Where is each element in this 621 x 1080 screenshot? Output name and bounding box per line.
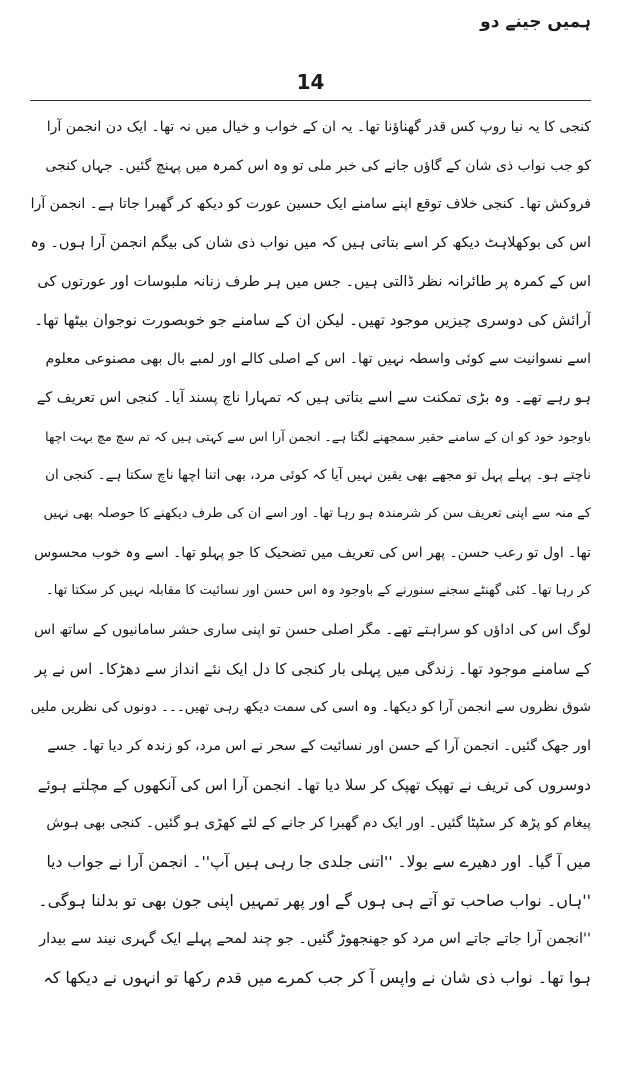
text-line: تھا۔ اول تو رعب حسن۔ پھر اس کی تعریف میں تضحیک کا جو پہلو تھا۔ اسے وہ خوب محسوس [34, 544, 591, 561]
text-line: کو جب نواب ذی شان کے گاؤں جانے کی خبر ملی تو وہ اس کمرہ میں پہنچ گئیں۔ جہاں کنجی [45, 157, 591, 174]
text-line: کے سامنے موجود تھا۔ زندگی میں پہلی بار کنجی کا دل ایک نئے انداز سے دھڑکا۔ اس نے پر [34, 659, 591, 678]
text-line: کے منہ سے اپنی تعریف سن کر شرمندہ ہو رہا تھا۔ اور اسے ان کی طرف دیکھنے کا حوصلہ بھی نہیں [43, 505, 591, 521]
text-line: ہو رہے تھے۔ وہ بڑی تمکنت سے اسے بتاتی ہیں کہ تمہارا ناچ پسند آیا۔ کنجی اس تعریف کے [36, 389, 591, 406]
header-divider [30, 100, 591, 101]
text-line: ''انجمن آرا جاتے جاتے اس مرد کو جھنجھوڑ گئیں۔ جو چند لمحے پہلے ایک گہری نیند سے بیدار [39, 931, 591, 948]
text-line: میں آ گیا۔ اور دھیرے سے بولا۔ ''اتنی جلدی جا رہی ہیں آپ''۔ انجمن آرا نے جواب دیا [46, 853, 591, 872]
text-line: اس کی بوکھلاہٹ دیکھ کر اسے بتاتی ہیں کہ میں نواب ذی شان کی بیگم انجمن آرا ہوں۔ وہ [30, 235, 591, 252]
text-line: ہوا تھا۔ نواب ذی شان نے واپس آ کر جب کمرے میں قدم رکھا تو انہوں نے دیکھا کہ [43, 968, 591, 988]
text-line: کر رہا تھا۔ کئی گھنٹے سجنے سنورنے کے باوجود وہ اس حسن اور نسائیت کا مقابلہ نہیں کر سکتا تھا۔ [46, 583, 591, 599]
text-line: پیغام کو پڑھ کر سٹپٹا گئیں۔ اور ایک دم گھبرا کر جانے کے لئے کھڑی ہو گئیں۔ کنجی بھی ہوش [46, 815, 591, 832]
text-line: اسے نسوانیت سے کوئی واسطہ نہیں تھا۔ اس کے اصلی کالے اور لمبے بال بھی مصنوعی معلوم [45, 351, 591, 368]
page-number: 14 [296, 70, 325, 94]
text-line: دوسروں کی تریف نے تھپک تھپک کر سلا دیا تھا۔ انجمن آرا اس کی آنکھوں کے مچلتے ہوئے [37, 775, 591, 794]
text-line: لوگ اس کی اداؤں کو سراہتے تھے۔ مگر اصلی حسن تو اپنی ساری حشر سامانیوں کے ساتھ اس [34, 621, 591, 638]
page-header [0, 0, 621, 100]
text-line: اس کے کمرہ پر طائرانہ نظر ڈالتی ہیں۔ جس میں ہر طرف زنانہ ملبوسات اور عورتوں کی [37, 273, 591, 290]
text-line: ناچتے ہو۔ پہلے پہل تو مجھے بھی یقین نہیں آیا کہ کوئی مرد، بھی اتنا اچھا ناچ سکتا ہے۔ کنجی ان [45, 467, 591, 484]
body-text [30, 108, 591, 998]
text-line: اور جھک گئیں۔ انجمن آرا کے حسن اور نسائیت کے سحر نے اس مرد، کو زندہ کر دیا تھا۔ جسے [47, 738, 591, 754]
text-line: شوق نظروں سے انجمن آرا کو دیکھا۔ وہ اسی کی سمت دیکھ رہی تھیں۔۔۔ دونوں کی نظریں ملیں [30, 699, 591, 716]
text-line: فروکش تھا۔ کنجی خلاف توقع اپنے سامنے ایک حسین عورت کو دیکھ کر گھبرا جاتا ہے۔ انجمن آرا [30, 196, 591, 213]
text-line: آرائش کی دوسری چیزیں موجود تھیں۔ لیکن ان کے سامنے جو خوبصورت نوجوان بیٹھا تھا۔ [34, 311, 591, 330]
text-line: باوجود خود کو ان کے سامنے حقیر سمجھنے لگتا ہے۔ انجمن آرا اس سے کہتی ہیں کہ تم سچ مچ بہت اچھا [45, 428, 591, 444]
text-line: کنجی کا یہ نیا روپ کس قدر گھناؤنا تھا۔ یہ ان کے خواب و خیال میں نہ تھا۔ ایک دن انجمن آرا [46, 119, 591, 135]
text-line: ''ہاں۔ نواب صاحب تو آتے ہی ہوں گے اور پھر تمہیں اپنی جون بھی تو بدلنا ہوگی۔ [38, 890, 591, 910]
running-book-title: ہمیں جینے دو [480, 12, 591, 32]
